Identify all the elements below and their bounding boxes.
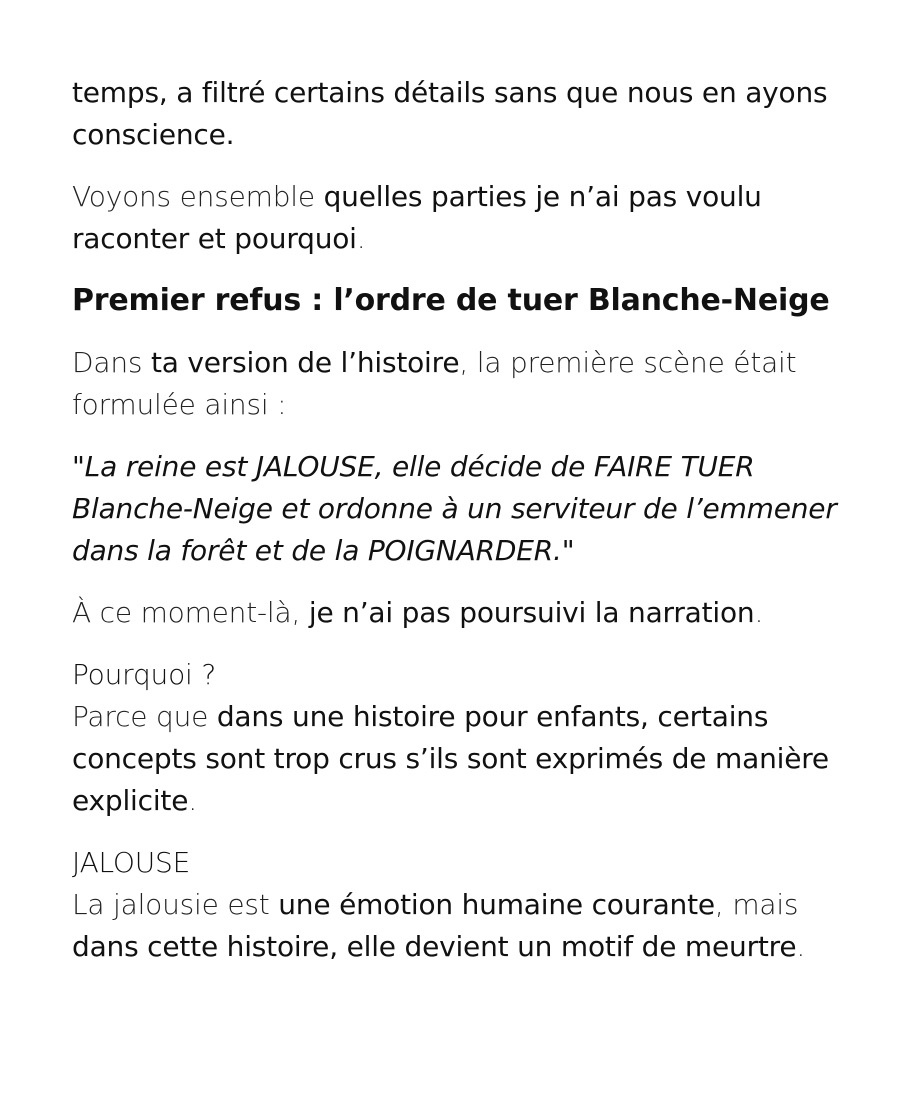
para4-post: . <box>754 596 764 629</box>
quote-block: "La reine est JALOUSE, elle décide de FAIRE TUER Blanche-Neige et ordonne à un serviteur de l’emmener dans la forêt et de la POIGNARDER." <box>72 450 837 567</box>
jalouse-post: . <box>796 930 806 963</box>
paragraph-dans-ta-version <box>72 342 852 426</box>
para3-pre: Dans <box>72 346 151 379</box>
para2-post: . <box>356 222 366 255</box>
pourquoi-pre: Parce que <box>72 700 217 733</box>
section-heading-premier-refus: Premier refus : l’ordre de tuer Blanche-Neige <box>72 283 830 318</box>
jalouse-emphasis-2: dans cette histoire, elle devient un motif de meurtre <box>72 930 797 963</box>
paragraph-parce-que <box>72 696 852 822</box>
para3-emphasis: ta version de l’histoire <box>150 346 460 379</box>
paragraph-a-ce-moment <box>72 592 852 634</box>
para3-post: , la première scène était formulée ainsi : <box>72 346 797 421</box>
para2-emphasis: quelles parties je n’ai pas voulu raconter et pourquoi <box>72 180 762 255</box>
jalouse-mid: , mais <box>714 888 799 921</box>
subheading-jalouse: JALOUSE <box>72 846 191 879</box>
jalouse-emphasis-1: une émotion humaine courante <box>278 888 715 921</box>
subheading-pourquoi: Pourquoi ? <box>72 658 216 691</box>
para2-pre: Voyons ensemble <box>72 180 324 213</box>
jalouse-pre: La jalousie est <box>72 888 279 921</box>
pourquoi-post: . <box>188 784 197 817</box>
pourquoi-emphasis: dans une histoire pour enfants, certains concepts sont trop crus s’ils sont exprimés de manière explicite <box>72 700 829 817</box>
para4-pre: À ce moment-là, <box>72 596 309 629</box>
document-page <box>72 72 852 968</box>
para1-text: temps, a filtré certains détails sans que nous en ayons conscience. <box>72 76 828 151</box>
paragraph-la-jalousie <box>72 884 852 968</box>
paragraph-voyons <box>72 176 852 260</box>
para4-emphasis: je n’ai pas poursuivi la narration <box>308 596 755 629</box>
paragraph-intro-continuation <box>72 72 852 156</box>
